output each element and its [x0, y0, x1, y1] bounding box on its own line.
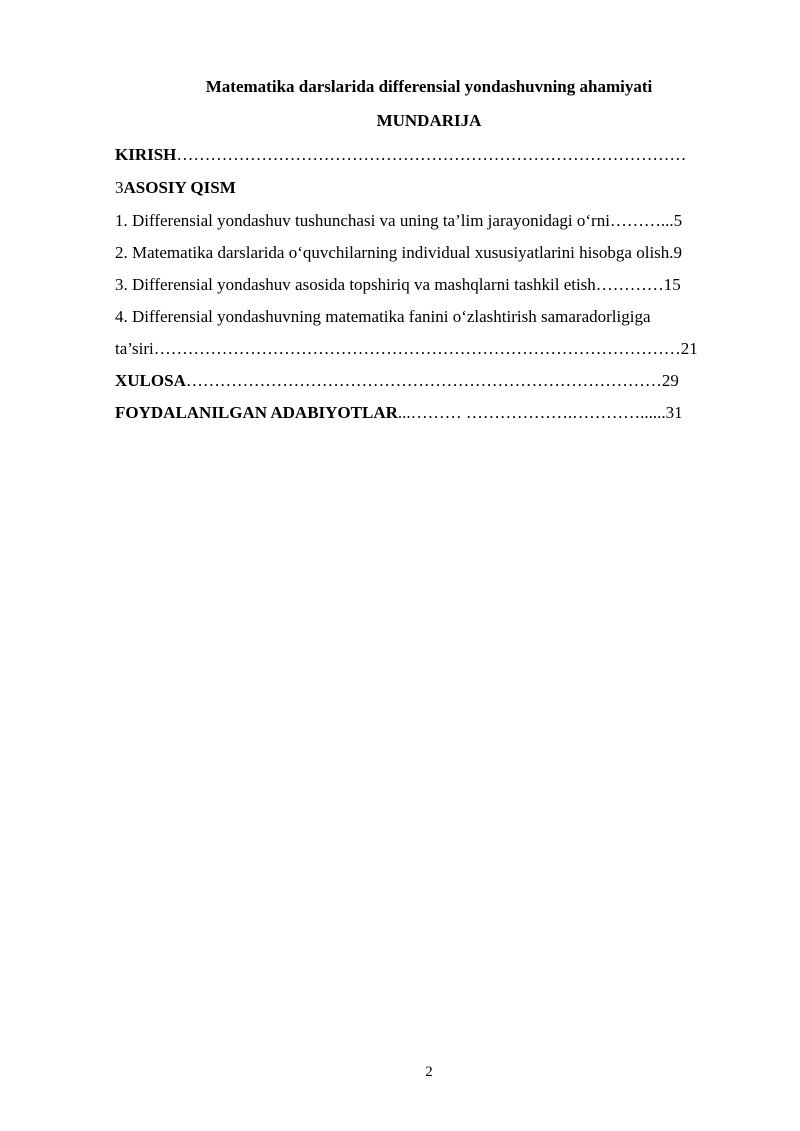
toc-entry-asosiy-prefix: 3	[115, 178, 124, 197]
toc-entry-3: 3. Differensial yondashuv asosida topshiriq va mashqlarni tashkil etish…………15	[115, 275, 681, 294]
toc-heading: MUNDARIJA	[376, 111, 482, 130]
toc-entry-kirish-leader: ………………………………………………………………………………	[176, 145, 687, 164]
toc-entry-xulosa	[115, 369, 679, 393]
page-number: 2	[425, 1064, 433, 1080]
toc-entry-2: 2. Matematika darslarida o‘quvchilarning individual xususiyatlarini hisobga olish.9	[115, 243, 683, 262]
toc-entry-asosiy-label: ASOSIY QISM	[123, 178, 236, 197]
toc-entry-kirish	[115, 143, 686, 167]
toc-entry-xulosa-label: XULOSA	[115, 371, 186, 390]
toc-entry-adabiyotlar-label: FOYDALANILGAN ADABIYOTLAR	[115, 403, 398, 422]
toc-entry-adabiyotlar	[115, 401, 683, 425]
toc-entry-adabiyotlar-leader: ...……… ……………….…………......31	[397, 403, 683, 422]
document-title: Matematika darslarida differensial yondashuvning ahamiyati	[205, 77, 653, 96]
toc-entry-4-line-2: ta’siri…………………………………………………………………………………21	[115, 339, 698, 358]
toc-entry-xulosa-leader: …………………………………………………………………………29	[185, 371, 679, 390]
toc-entry-4-line-1: 4. Differensial yondashuvning matematika fanini o‘zlashtirish samaradorligiga	[115, 307, 651, 326]
toc-entry-1: 1. Differensial yondashuv tushunchasi va uning ta’lim jarayonidagi o‘rni………...5	[115, 211, 683, 230]
toc-entry-kirish-label: KIRISH	[115, 145, 177, 164]
toc-entry-asosiy-qism	[115, 176, 236, 200]
